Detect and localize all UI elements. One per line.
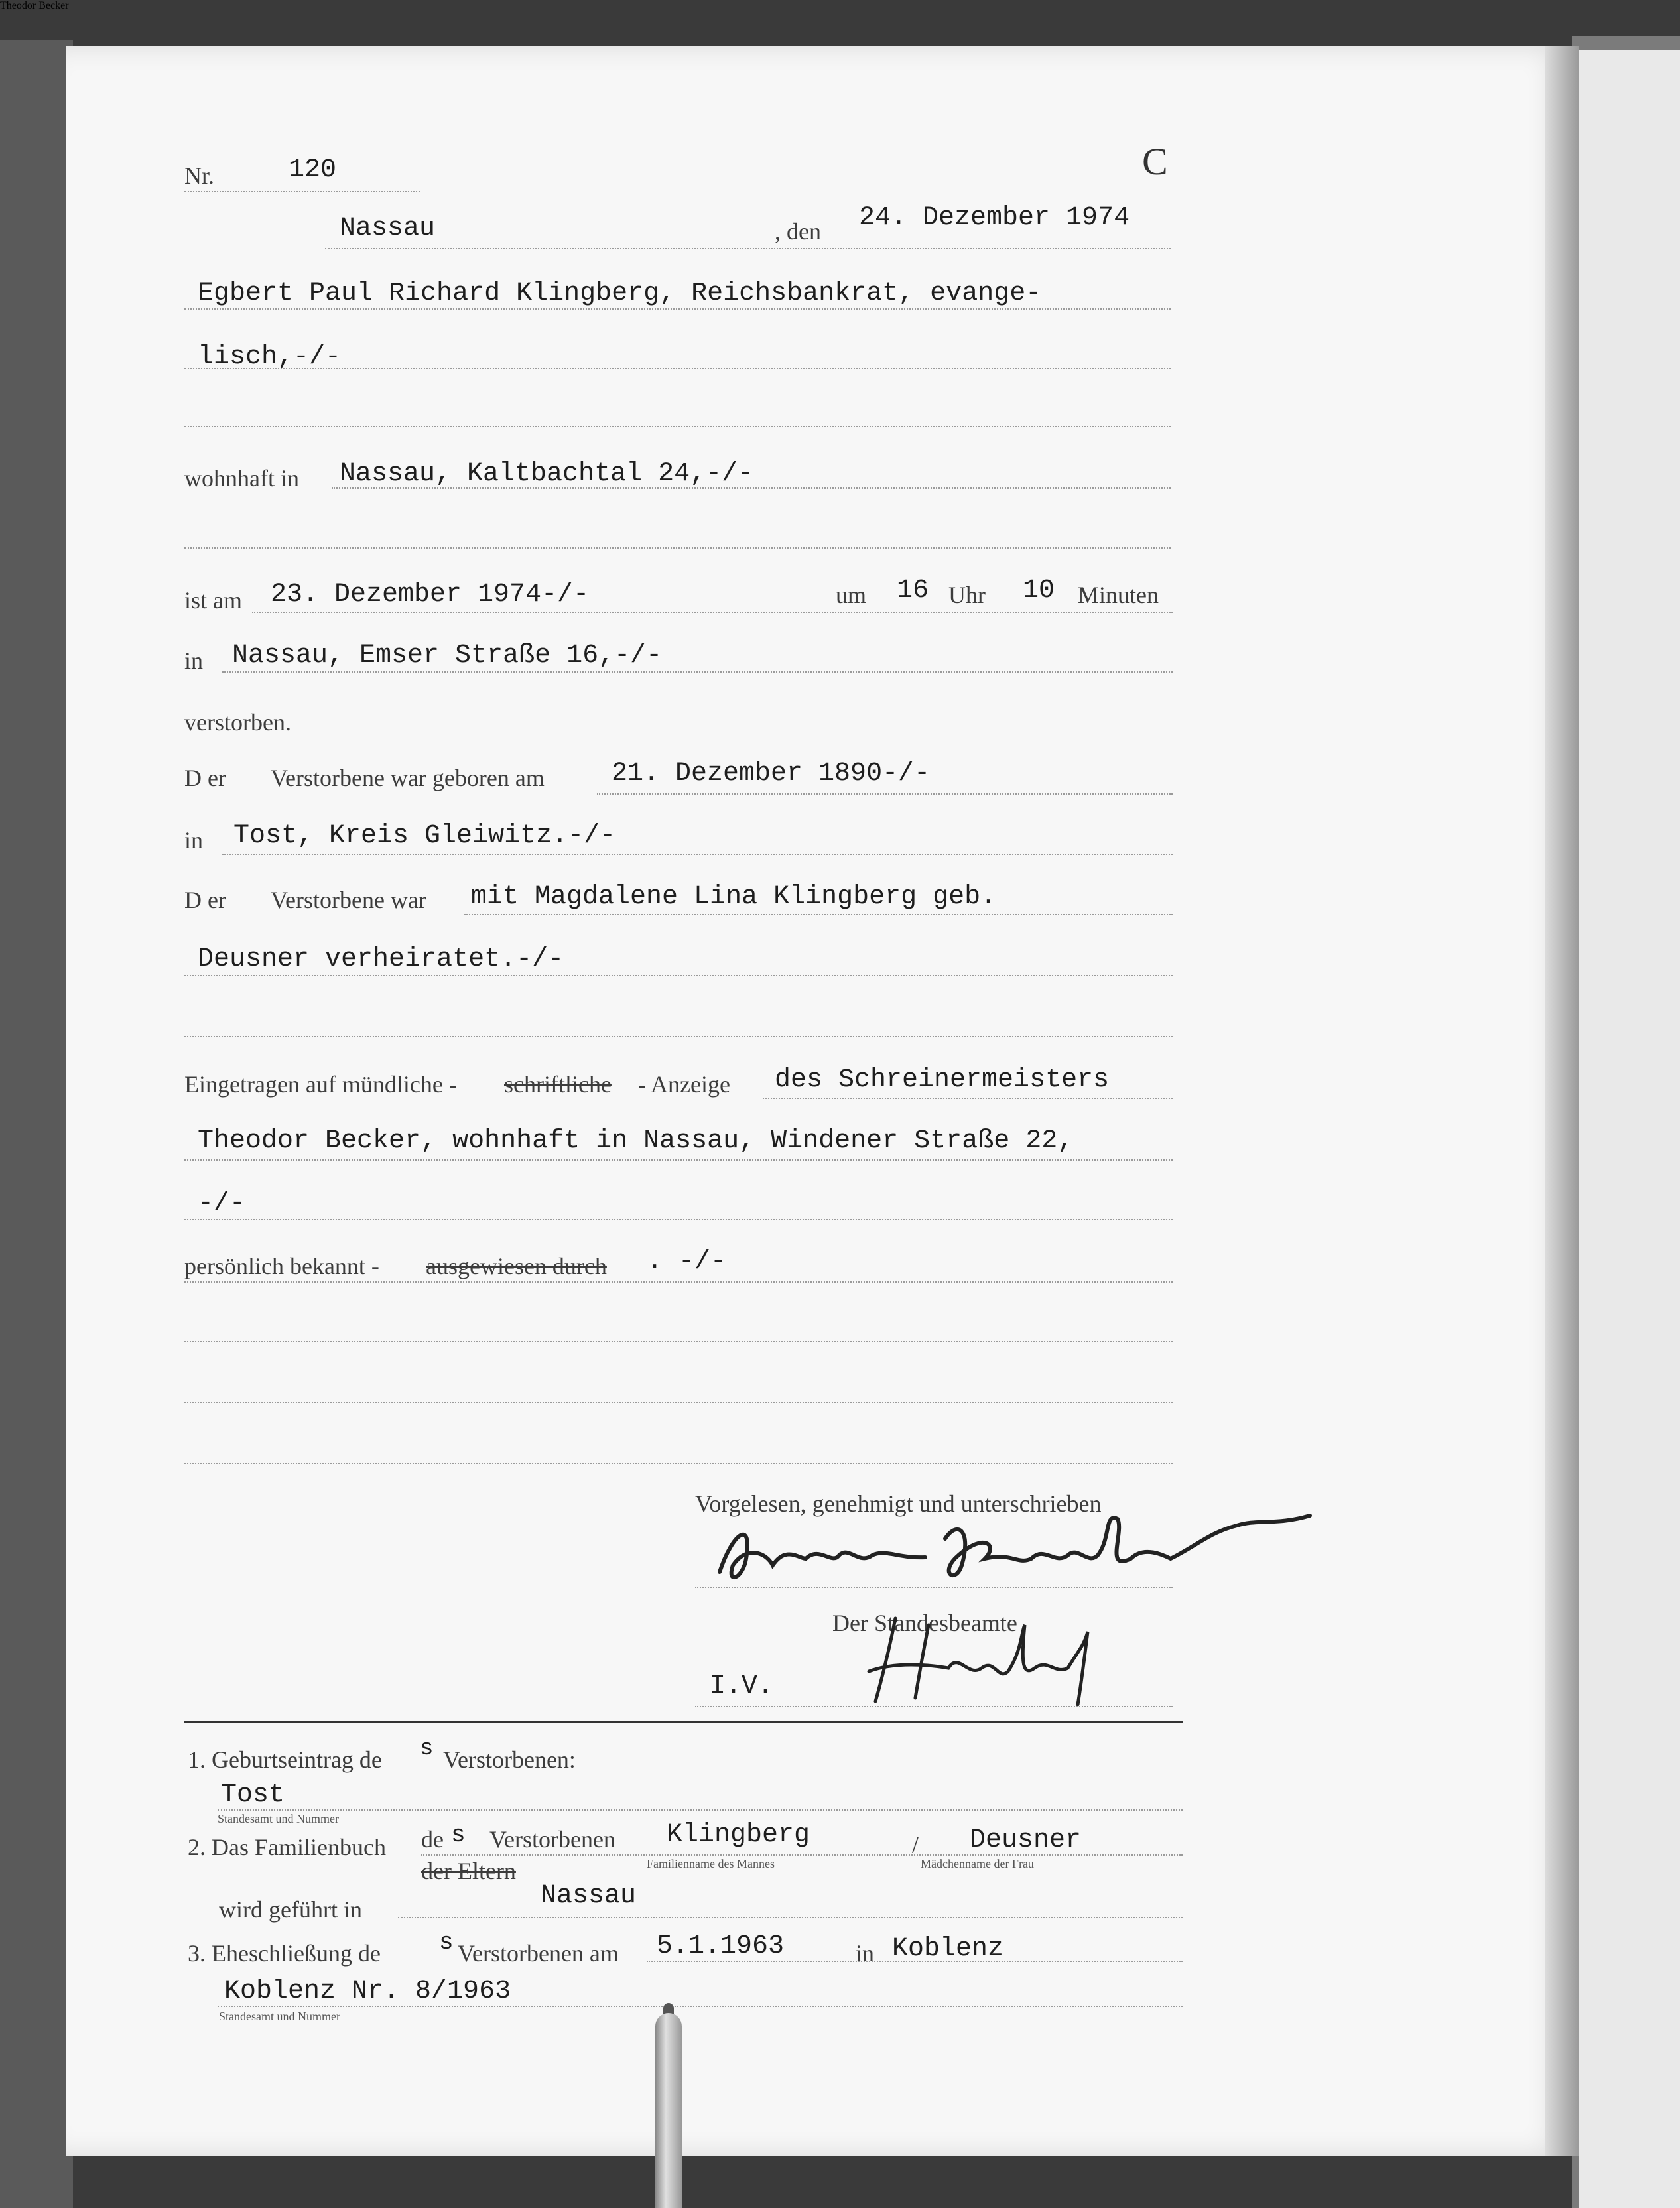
identity-label: persönlich bekannt - — [184, 1253, 379, 1279]
birth-date-line — [597, 793, 1173, 795]
official-label: Der Standesbeamte — [832, 1610, 1017, 1636]
residence-label: wohnhaft in — [184, 465, 299, 491]
footnote-2-verstorbenen: Verstorbenen — [489, 1826, 615, 1852]
nr-line — [184, 191, 420, 192]
death-hour: 16 — [897, 576, 929, 606]
footnote-3-registry: Koblenz Nr. 8/1963 — [224, 1977, 511, 2006]
marriage-line-2: Deusner verheiratet.-/- — [198, 944, 564, 974]
birth-in-label: in — [184, 827, 204, 854]
identity-value: . -/- — [647, 1247, 727, 1277]
registration-underline-3 — [184, 1219, 1173, 1220]
registration-label-a: Eingetragen auf mündliche - — [184, 1071, 457, 1098]
footnote-3-registry-line — [218, 2006, 1183, 2007]
official-signature-line — [695, 1706, 1173, 1707]
nr-label: Nr. — [184, 162, 214, 189]
footnote-2-des: de — [421, 1826, 444, 1852]
footnote-1-label-b: Verstorbenen: — [443, 1746, 576, 1773]
place-date-line — [325, 248, 1171, 249]
marriage-label: Verstorbene war — [271, 887, 426, 913]
footnote-2-caption-wife: Mädchenname der Frau — [921, 1857, 1034, 1870]
birth-date-value: 21. Dezember 1890-/- — [612, 759, 931, 789]
footnote-2-place-line — [398, 1917, 1183, 1918]
person-line-2: lisch,-/- — [198, 342, 342, 372]
read-approved-label: Vorgelesen, genehmigt und unterschrieben — [695, 1490, 1102, 1517]
book-cover-left — [0, 40, 73, 2208]
page-gutter — [1545, 46, 1579, 2156]
footnote-3-line — [647, 1961, 1183, 1962]
blank-line-2 — [184, 547, 1171, 549]
footnote-3-in-label: in — [856, 1940, 875, 1967]
identity-line — [184, 1281, 1173, 1283]
um-label: um — [836, 582, 867, 608]
footnote-2-husband-name: Klingberg — [667, 1820, 810, 1850]
residence-line — [332, 487, 1171, 489]
footnote-1-value: Tost — [221, 1780, 285, 1810]
verstorben-label: verstorben. — [184, 709, 291, 736]
death-date-value: 23. Dezember 1974-/- — [271, 580, 590, 610]
person-underline-1 — [184, 308, 1171, 310]
register-letter: C — [1142, 140, 1168, 183]
nr-value: 120 — [289, 155, 337, 185]
birth-prefix: D er — [184, 765, 226, 791]
blank-line-6 — [184, 1463, 1173, 1464]
marriage-underline-1 — [464, 914, 1173, 915]
iv-label: I.V. — [710, 1671, 774, 1701]
birth-place-value: Tost, Kreis Gleiwitz.-/- — [233, 821, 616, 851]
marriage-prefix: D er — [184, 887, 226, 913]
footnote-3-date: 5.1.1963 — [657, 1931, 785, 1961]
death-minutes: 10 — [1023, 576, 1055, 606]
footnote-1-caption: Standesamt und Nummer — [218, 1812, 339, 1825]
place-value: Nassau — [340, 214, 436, 243]
footnote-2-line — [421, 1854, 1183, 1856]
blank-line-4 — [184, 1341, 1173, 1342]
footnote-2-place: Nassau — [541, 1881, 637, 1911]
informant-signature — [706, 1492, 1330, 1598]
blank-line-1 — [184, 426, 1171, 427]
death-in-label: in — [184, 647, 204, 674]
footnote-1-label: 1. Geburtseintrag de — [188, 1746, 382, 1773]
death-date-line — [252, 612, 1173, 613]
residence-value: Nassau, Kaltbachtal 24,-/- — [340, 459, 754, 489]
birth-label: Verstorbene war geboren am — [271, 765, 545, 791]
footnote-3-label: 3. Eheschließung de — [188, 1940, 381, 1967]
registration-value-1: des Schreinermeisters — [775, 1065, 1110, 1095]
footnote-1-sup: s — [420, 1736, 434, 1762]
facing-page — [1579, 50, 1680, 2208]
informant-signature-line — [695, 1587, 1173, 1588]
footnote-2-sup: s — [451, 1821, 466, 1849]
footnote-3-caption: Standesamt und Nummer — [219, 2010, 340, 2023]
informant-signature-text: Theodor Becker — [0, 0, 69, 11]
footnote-2-caption-husband: Familienname des Mannes — [647, 1857, 775, 1870]
birth-place-line — [222, 854, 1173, 855]
pen — [655, 2013, 682, 2208]
registration-label-b: - Anzeige — [638, 1071, 730, 1098]
date-value: 24. Dezember 1974 — [859, 203, 1130, 233]
den-label: , den — [775, 218, 821, 245]
marriage-line-1: mit Magdalene Lina Klingberg geb. — [471, 882, 997, 912]
registration-struck: schriftliche — [504, 1071, 612, 1098]
footnote-2-wird-label: wird geführt in — [219, 1896, 362, 1923]
marriage-underline-2 — [184, 975, 1173, 976]
registration-value-2: Theodor Becker, wohnhaft in Nassau, Windener Straße 22, — [198, 1126, 1074, 1156]
blank-line-5 — [184, 1402, 1173, 1403]
death-place-line — [222, 671, 1173, 673]
footnote-3-sup: s — [439, 1929, 454, 1956]
footnote-3-label-b: Verstorbenen am — [458, 1940, 619, 1967]
footnote-2-separator: / — [912, 1831, 919, 1858]
official-signature — [856, 1605, 1134, 1711]
footnote-3-place: Koblenz — [892, 1934, 1004, 1964]
minuten-label: Minuten — [1078, 582, 1159, 608]
person-underline-2 — [184, 368, 1171, 369]
registration-value-3: -/- — [198, 1189, 246, 1218]
footnote-1-line — [218, 1809, 1183, 1811]
death-place-value: Nassau, Emser Straße 16,-/- — [232, 641, 663, 671]
footnote-2-label: 2. Das Familienbuch — [188, 1834, 386, 1860]
footnote-2-struck: der Eltern — [421, 1858, 516, 1884]
registration-underline-1 — [763, 1098, 1173, 1099]
identity-struck: ausgewiesen durch — [426, 1253, 607, 1279]
blank-line-3 — [184, 1036, 1173, 1037]
registration-underline-2 — [184, 1159, 1173, 1161]
death-date-label: ist am — [184, 587, 242, 614]
footnote-divider — [184, 1721, 1183, 1723]
person-line-1: Egbert Paul Richard Klingberg, Reichsbankrat, evange- — [198, 279, 1042, 308]
uhr-label: Uhr — [948, 582, 986, 608]
footnote-2-wife-name: Deusner — [970, 1825, 1082, 1855]
